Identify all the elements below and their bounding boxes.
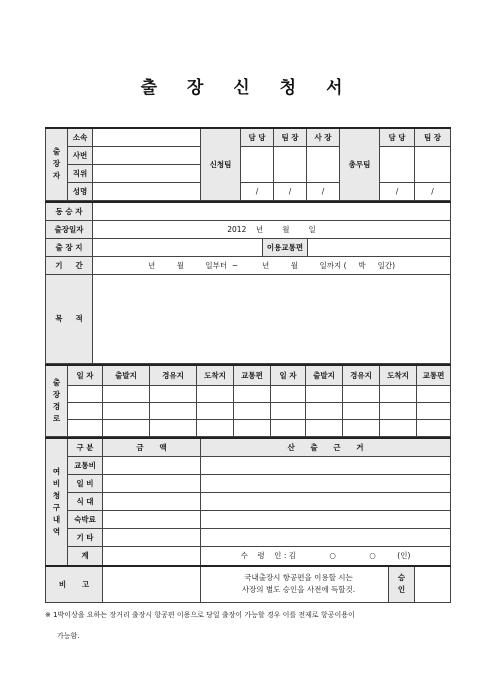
- remarks-text-line-1: 국내출장시 항공편을 이용할 시는: [244, 573, 353, 583]
- route-cell[interactable]: [271, 385, 306, 402]
- route-header-depart-2: 출발지: [306, 365, 343, 385]
- expense-basis[interactable]: [201, 492, 451, 510]
- expense-basis[interactable]: [201, 474, 451, 492]
- route-cell[interactable]: [343, 402, 380, 419]
- date-slash-1: /: [241, 182, 274, 200]
- request-team-col-2: 팀 장: [274, 128, 307, 146]
- date-slash-3: /: [307, 182, 340, 200]
- sign-box-4[interactable]: [380, 146, 415, 182]
- footnote-line-2: 가능함.: [57, 632, 80, 640]
- date-slash-5: /: [415, 182, 451, 200]
- route-cell[interactable]: [68, 385, 103, 402]
- route-cell[interactable]: [343, 419, 380, 436]
- remarks-value[interactable]: [103, 566, 201, 602]
- route-cell[interactable]: [417, 402, 451, 419]
- route-table: [45, 364, 451, 437]
- expense-amount[interactable]: [103, 474, 201, 492]
- destination-label: 출 장 지: [46, 238, 93, 256]
- route-cell[interactable]: [380, 402, 417, 419]
- route-cell[interactable]: [197, 402, 234, 419]
- expense-table: [45, 437, 451, 566]
- route-cell[interactable]: [271, 402, 306, 419]
- sign-box-1[interactable]: [241, 146, 274, 182]
- route-cell[interactable]: [150, 402, 197, 419]
- applicant-label: 출 장 자: [46, 128, 68, 200]
- request-team-col-1: 담 당: [241, 128, 274, 146]
- route-cell[interactable]: [380, 385, 417, 402]
- purpose-value[interactable]: [93, 274, 451, 363]
- employee-no-value[interactable]: [93, 146, 201, 164]
- footnote-line-1: ※ 1박이상을 요하는 장거리 출장시 항공편 이용으로 당일 출장이 가능할 경우 이를 전제로 항공이용이: [45, 611, 355, 619]
- route-label: 출 장 경 로: [46, 365, 68, 436]
- expense-amount[interactable]: [103, 528, 201, 546]
- route-cell[interactable]: [197, 385, 234, 402]
- route-cell[interactable]: [417, 385, 451, 402]
- route-cell[interactable]: [150, 385, 197, 402]
- affiliation-value[interactable]: [93, 128, 201, 146]
- expense-amount[interactable]: [103, 456, 201, 474]
- route-cell[interactable]: [306, 419, 343, 436]
- approve-sign-box[interactable]: [415, 566, 451, 602]
- purpose-label: 목 적: [46, 274, 93, 363]
- route-cell[interactable]: [197, 419, 234, 436]
- route-header-depart-1: 출발지: [103, 365, 150, 385]
- sign-box-2[interactable]: [274, 146, 307, 182]
- request-team-col-3: 사 장: [307, 128, 340, 146]
- trip-date-label: 출장일자: [46, 220, 93, 238]
- field-label-position: 직위: [68, 164, 93, 182]
- expense-basis[interactable]: [201, 528, 451, 546]
- route-cell[interactable]: [271, 419, 306, 436]
- expense-label: 여 비 청 구 내 역: [46, 438, 68, 565]
- remarks-table: [45, 565, 451, 603]
- period-value[interactable]: 년 월 일부터 ~ 년 월 일까지 ( 박 일간): [93, 256, 451, 274]
- trip-date-value[interactable]: 2012 년 월 일: [93, 220, 451, 238]
- expense-header-basis: 산 출 근 거: [201, 438, 451, 456]
- general-team-col-2: 팀 장: [415, 128, 451, 146]
- expense-item-daily: 일 비: [68, 474, 103, 492]
- route-header-transport-2: 교통편: [417, 365, 451, 385]
- footnote: [45, 605, 450, 647]
- expense-basis[interactable]: [201, 456, 451, 474]
- sign-box-3[interactable]: [307, 146, 340, 182]
- route-header-date-2: 일 자: [271, 365, 306, 385]
- name-value[interactable]: [93, 182, 201, 200]
- route-cell[interactable]: [234, 385, 271, 402]
- document-title: 출 장 신 청 서: [140, 78, 355, 98]
- expense-header-type: 구 분: [68, 438, 103, 456]
- route-cell[interactable]: [150, 419, 197, 436]
- expense-item-lodging: 숙박료: [68, 510, 103, 528]
- period-label: 기 간: [46, 256, 93, 274]
- route-header-arrive-2: 도착지: [380, 365, 417, 385]
- route-cell[interactable]: [234, 402, 271, 419]
- expense-total-label: 계: [68, 546, 103, 565]
- route-cell[interactable]: [417, 419, 451, 436]
- route-cell[interactable]: [380, 419, 417, 436]
- field-label-affiliation: 소속: [68, 128, 93, 146]
- route-cell[interactable]: [68, 402, 103, 419]
- route-header-date-1: 일 자: [68, 365, 103, 385]
- field-label-employee-no: 사번: [68, 146, 93, 164]
- remarks-label: 비 고: [46, 566, 103, 602]
- route-cell[interactable]: [306, 385, 343, 402]
- route-header-via-1: 경유지: [150, 365, 197, 385]
- destination-value[interactable]: [93, 238, 263, 256]
- trip-details-table: [45, 201, 451, 364]
- sign-box-5[interactable]: [415, 146, 451, 182]
- route-cell[interactable]: [103, 419, 150, 436]
- expense-item-other: 기 타: [68, 528, 103, 546]
- remarks-text: [201, 566, 389, 602]
- general-team-col-1: 담 당: [380, 128, 415, 146]
- request-team-label: 신청팀: [201, 128, 241, 200]
- route-header-arrive-1: 도착지: [197, 365, 234, 385]
- expense-amount[interactable]: [103, 492, 201, 510]
- expense-item-transport: 교통비: [68, 456, 103, 474]
- expense-amount[interactable]: [103, 510, 201, 528]
- date-slash-2: /: [274, 182, 307, 200]
- companion-label: 동 승 자: [46, 202, 93, 220]
- general-team-label: 총무팀: [340, 128, 380, 200]
- transport-value[interactable]: [308, 238, 451, 256]
- route-cell[interactable]: [234, 419, 271, 436]
- route-cell[interactable]: [68, 419, 103, 436]
- expense-receipt[interactable]: 수 령 인 : 김 ○ ○ (인): [201, 546, 451, 565]
- date-slash-4: /: [380, 182, 415, 200]
- expense-total-amount[interactable]: [103, 546, 201, 565]
- route-cell[interactable]: [103, 402, 150, 419]
- expense-item-meals: 식 대: [68, 492, 103, 510]
- applicant-approval-table: [45, 127, 451, 201]
- expense-basis[interactable]: [201, 510, 451, 528]
- field-label-name: 성명: [68, 182, 93, 200]
- remarks-text-line-2: 사장의 별도 승인을 사전에 득할것.: [241, 585, 356, 595]
- companion-value[interactable]: [93, 202, 451, 220]
- route-cell[interactable]: [306, 402, 343, 419]
- transport-label: 이용교통편: [263, 238, 308, 256]
- position-value[interactable]: [93, 164, 201, 182]
- route-header-via-2: 경유지: [343, 365, 380, 385]
- approve-label: 승 인: [389, 566, 415, 602]
- route-cell[interactable]: [103, 385, 150, 402]
- expense-header-amount: 금 액: [103, 438, 201, 456]
- route-header-transport-1: 교통편: [234, 365, 271, 385]
- route-cell[interactable]: [343, 385, 380, 402]
